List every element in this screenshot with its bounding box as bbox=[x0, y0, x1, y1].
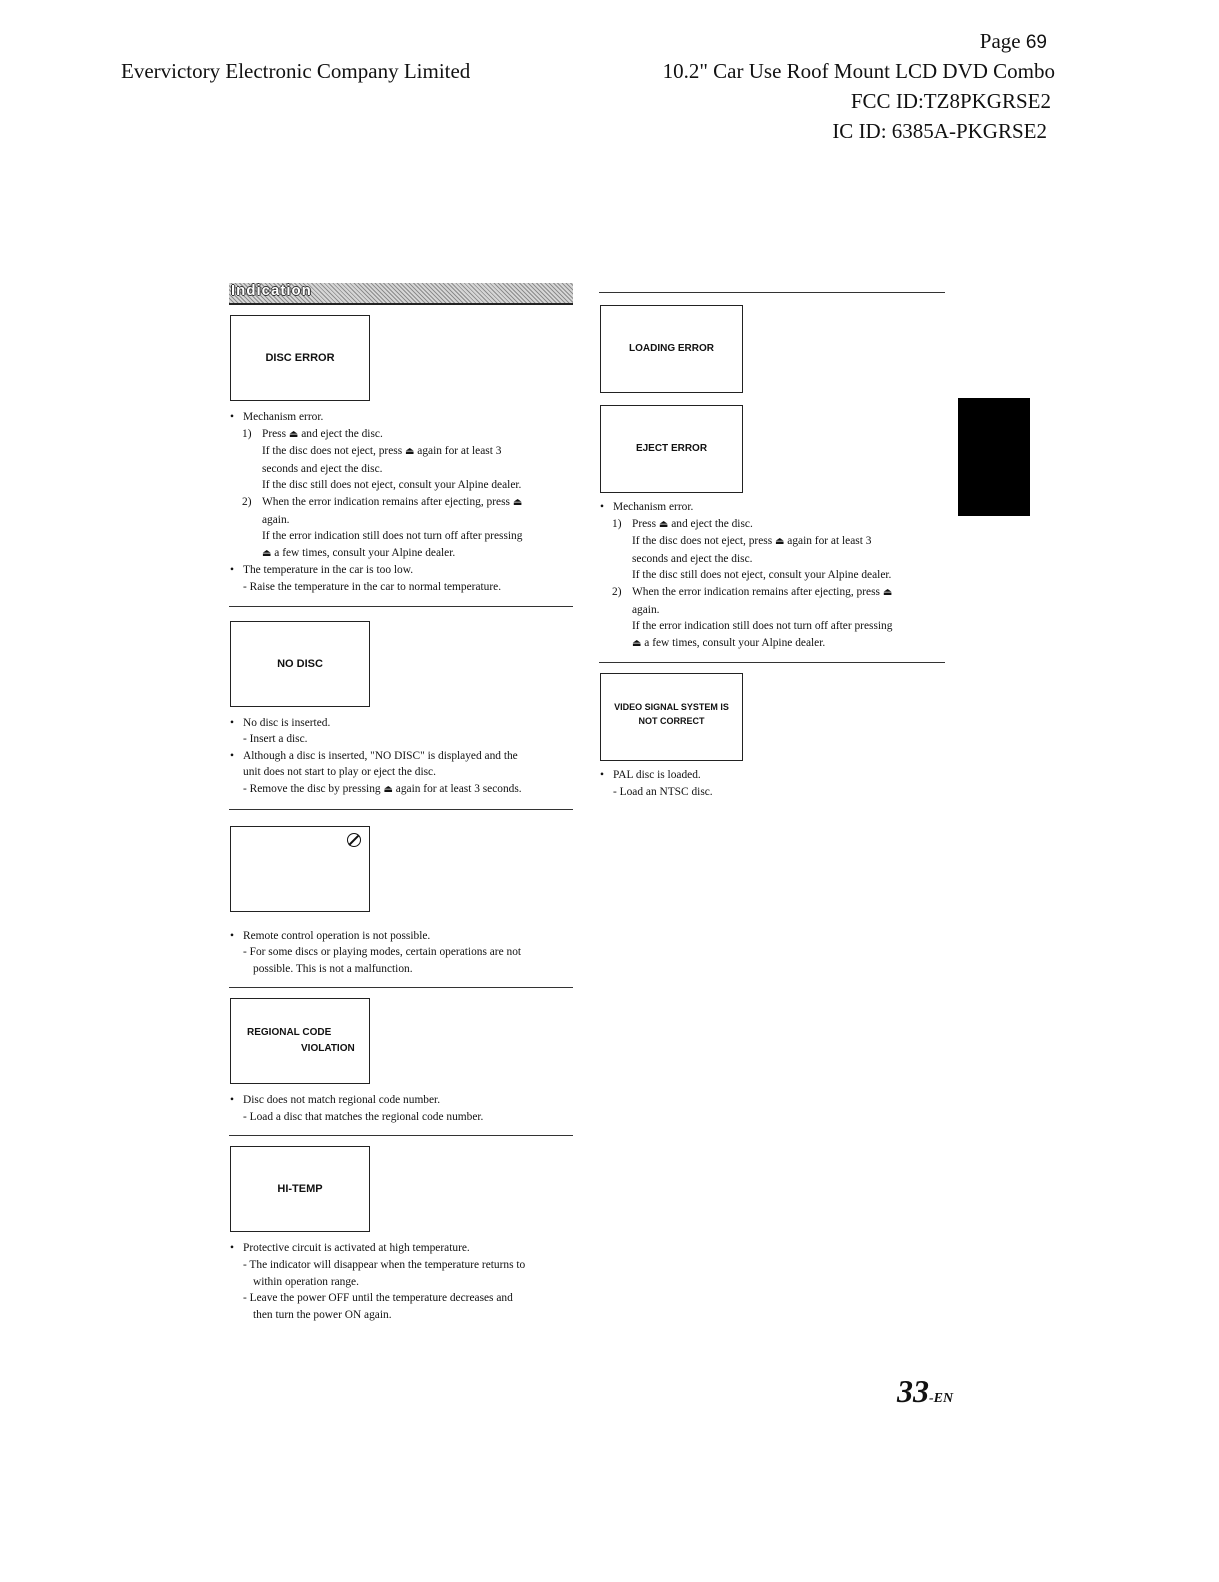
note-text: When the error indication remains after ejecting, press bbox=[632, 585, 883, 598]
note-text: When the error indication remains after ejecting, press bbox=[262, 495, 513, 508]
note-text: again for at least 3 seconds. bbox=[392, 782, 522, 795]
left-column bbox=[229, 283, 578, 1333]
note-line bbox=[599, 533, 947, 551]
note-line: If the error indication still does not turn off after pressing bbox=[262, 530, 523, 543]
page-indicator bbox=[980, 29, 1047, 54]
note-sub: - Raise the temperature in the car to normal temperature. bbox=[243, 580, 502, 593]
disc-error-block bbox=[229, 315, 578, 607]
note-line: within operation range. bbox=[253, 1275, 359, 1288]
product-name: 10.2" Car Use Roof Mount LCD DVD Combo bbox=[662, 59, 1055, 83]
note-bullet: • No disc is inserted. bbox=[229, 715, 578, 732]
note-line: If the error indication still does not turn off after pressing bbox=[632, 620, 893, 633]
disc-error-display bbox=[230, 315, 370, 401]
right-column bbox=[599, 292, 947, 811]
note-text: Press bbox=[632, 517, 659, 530]
divider bbox=[229, 987, 573, 988]
regional-code-display bbox=[230, 998, 370, 1084]
note-sub bbox=[229, 781, 578, 799]
eject-error-display bbox=[600, 405, 743, 493]
page-footer-number bbox=[897, 1373, 953, 1410]
divider bbox=[229, 1135, 573, 1136]
note-bullet: • Mechanism error. bbox=[229, 409, 578, 426]
note-text: If the disc does not eject, press bbox=[262, 445, 405, 458]
note-text: and eject the disc. bbox=[668, 517, 753, 530]
note-sub: - Insert a disc. bbox=[243, 733, 308, 746]
note-sub: - The indicator will disappear when the temperature returns to bbox=[243, 1259, 526, 1272]
eject-icon: ⏏ bbox=[774, 536, 785, 548]
display-label: NO DISC bbox=[277, 657, 323, 670]
note-line bbox=[599, 635, 947, 653]
divider bbox=[229, 606, 573, 607]
note-step bbox=[599, 584, 947, 602]
display-label: LOADING ERROR bbox=[629, 343, 714, 354]
section-banner bbox=[229, 283, 573, 305]
loading-error-display bbox=[600, 305, 743, 393]
note-sub: - For some discs or playing modes, certain operations are not bbox=[243, 946, 522, 959]
note-sub: - Load a disc that matches the regional code number. bbox=[243, 1110, 484, 1123]
page-label: Page bbox=[979, 29, 1021, 53]
note-text: again for at least 3 bbox=[414, 445, 502, 458]
note-bullet: • The temperature in the car is too low. bbox=[229, 562, 578, 579]
prohibited-notes bbox=[229, 928, 578, 978]
note-step bbox=[229, 426, 578, 444]
note-sub: - Load an NTSC disc. bbox=[613, 785, 713, 798]
divider bbox=[229, 809, 573, 810]
video-signal-notes bbox=[599, 767, 947, 800]
eject-icon: ⏏ bbox=[262, 547, 272, 559]
note-text: If the disc does not eject, press bbox=[632, 535, 775, 548]
display-label: EJECT ERROR bbox=[635, 443, 708, 454]
prohibited-icon bbox=[347, 833, 361, 847]
step-number: 1) bbox=[242, 427, 252, 440]
note-line bbox=[229, 545, 578, 563]
divider bbox=[599, 292, 945, 293]
note-bullet: • Although a disc is inserted, "NO DISC" is displayed and the bbox=[229, 748, 578, 765]
hi-temp-block bbox=[229, 1146, 578, 1323]
display-label: HI-TEMP bbox=[277, 1183, 323, 1196]
page-number: 69 bbox=[1025, 32, 1047, 53]
loading-eject-notes bbox=[599, 499, 947, 652]
eject-icon: ⏏ bbox=[632, 637, 642, 649]
note-line bbox=[229, 443, 578, 461]
hi-temp-notes bbox=[229, 1240, 578, 1323]
ic-id: IC ID: 6385A-PKGRSE2 bbox=[832, 119, 1047, 143]
note-line: again. bbox=[262, 513, 290, 526]
disc-error-notes bbox=[229, 409, 578, 596]
section-tab-marker bbox=[958, 398, 1030, 516]
hi-temp-display bbox=[230, 1146, 370, 1232]
note-text: again for at least 3 bbox=[784, 535, 872, 548]
no-disc-display bbox=[230, 621, 370, 707]
regional-code-notes bbox=[229, 1092, 578, 1125]
video-signal-display bbox=[600, 673, 743, 761]
eject-icon: ⏏ bbox=[404, 446, 415, 458]
section-title: Indication bbox=[231, 282, 312, 299]
eject-icon: ⏏ bbox=[288, 428, 299, 440]
note-line: If the disc still does not eject, consult your Alpine dealer. bbox=[632, 569, 892, 582]
display-label-line: NOT CORRECT bbox=[638, 716, 705, 727]
footer-suffix: -EN bbox=[929, 1391, 954, 1406]
no-disc-notes bbox=[229, 715, 578, 799]
note-line: seconds and eject the disc. bbox=[632, 552, 753, 565]
note-text: - Remove the disc by pressing bbox=[243, 782, 384, 795]
eject-icon: ⏏ bbox=[658, 518, 669, 530]
display-label-line: REGIONAL CODE bbox=[247, 1027, 332, 1039]
note-step bbox=[229, 494, 578, 512]
step-number: 2) bbox=[242, 495, 252, 508]
prohibited-display bbox=[230, 826, 370, 912]
note-line: again. bbox=[632, 603, 660, 616]
note-sub: - Leave the power OFF until the temperature decreases and bbox=[243, 1292, 513, 1305]
display-label bbox=[614, 700, 729, 728]
note-bullet: • PAL disc is loaded. bbox=[599, 767, 947, 784]
eject-icon: ⏏ bbox=[882, 586, 893, 598]
note-line: possible. This is not a malfunction. bbox=[253, 962, 413, 975]
note-bullet: • Remote control operation is not possible. bbox=[229, 928, 578, 945]
note-line: If the disc still does not eject, consult your Alpine dealer. bbox=[262, 479, 522, 492]
note-line: then turn the power ON again. bbox=[253, 1308, 392, 1321]
eject-icon: ⏏ bbox=[383, 783, 393, 795]
step-number: 2) bbox=[612, 585, 622, 598]
note-text: Press bbox=[262, 427, 289, 440]
video-signal-block bbox=[599, 673, 947, 800]
note-line: seconds and eject the disc. bbox=[262, 462, 383, 475]
display-label bbox=[231, 1025, 355, 1057]
footer-number: 33 bbox=[897, 1373, 929, 1409]
prohibited-block bbox=[229, 826, 578, 989]
divider bbox=[599, 662, 945, 663]
company-name: Evervictory Electronic Company Limited bbox=[121, 59, 471, 83]
display-label-line: VIDEO SIGNAL SYSTEM IS bbox=[614, 702, 729, 713]
display-label: DISC ERROR bbox=[265, 352, 335, 364]
note-text: a few times, consult your Alpine dealer. bbox=[641, 636, 826, 649]
note-text: and eject the disc. bbox=[298, 427, 383, 440]
note-text: a few times, consult your Alpine dealer. bbox=[271, 546, 456, 559]
note-line: unit does not start to play or eject the disc. bbox=[243, 766, 436, 779]
loading-eject-error-block bbox=[599, 305, 947, 663]
eject-icon: ⏏ bbox=[512, 496, 523, 508]
display-label-line: VIOLATION bbox=[301, 1043, 355, 1055]
note-step bbox=[599, 516, 947, 534]
regional-code-block bbox=[229, 998, 578, 1136]
note-bullet: • Disc does not match regional code number. bbox=[229, 1092, 578, 1109]
fcc-id: FCC ID:TZ8PKGRSE2 bbox=[850, 89, 1051, 113]
note-bullet: • Mechanism error. bbox=[599, 499, 947, 516]
note-bullet: • Protective circuit is activated at high temperature. bbox=[229, 1240, 578, 1257]
no-disc-block bbox=[229, 621, 578, 810]
step-number: 1) bbox=[612, 517, 622, 530]
